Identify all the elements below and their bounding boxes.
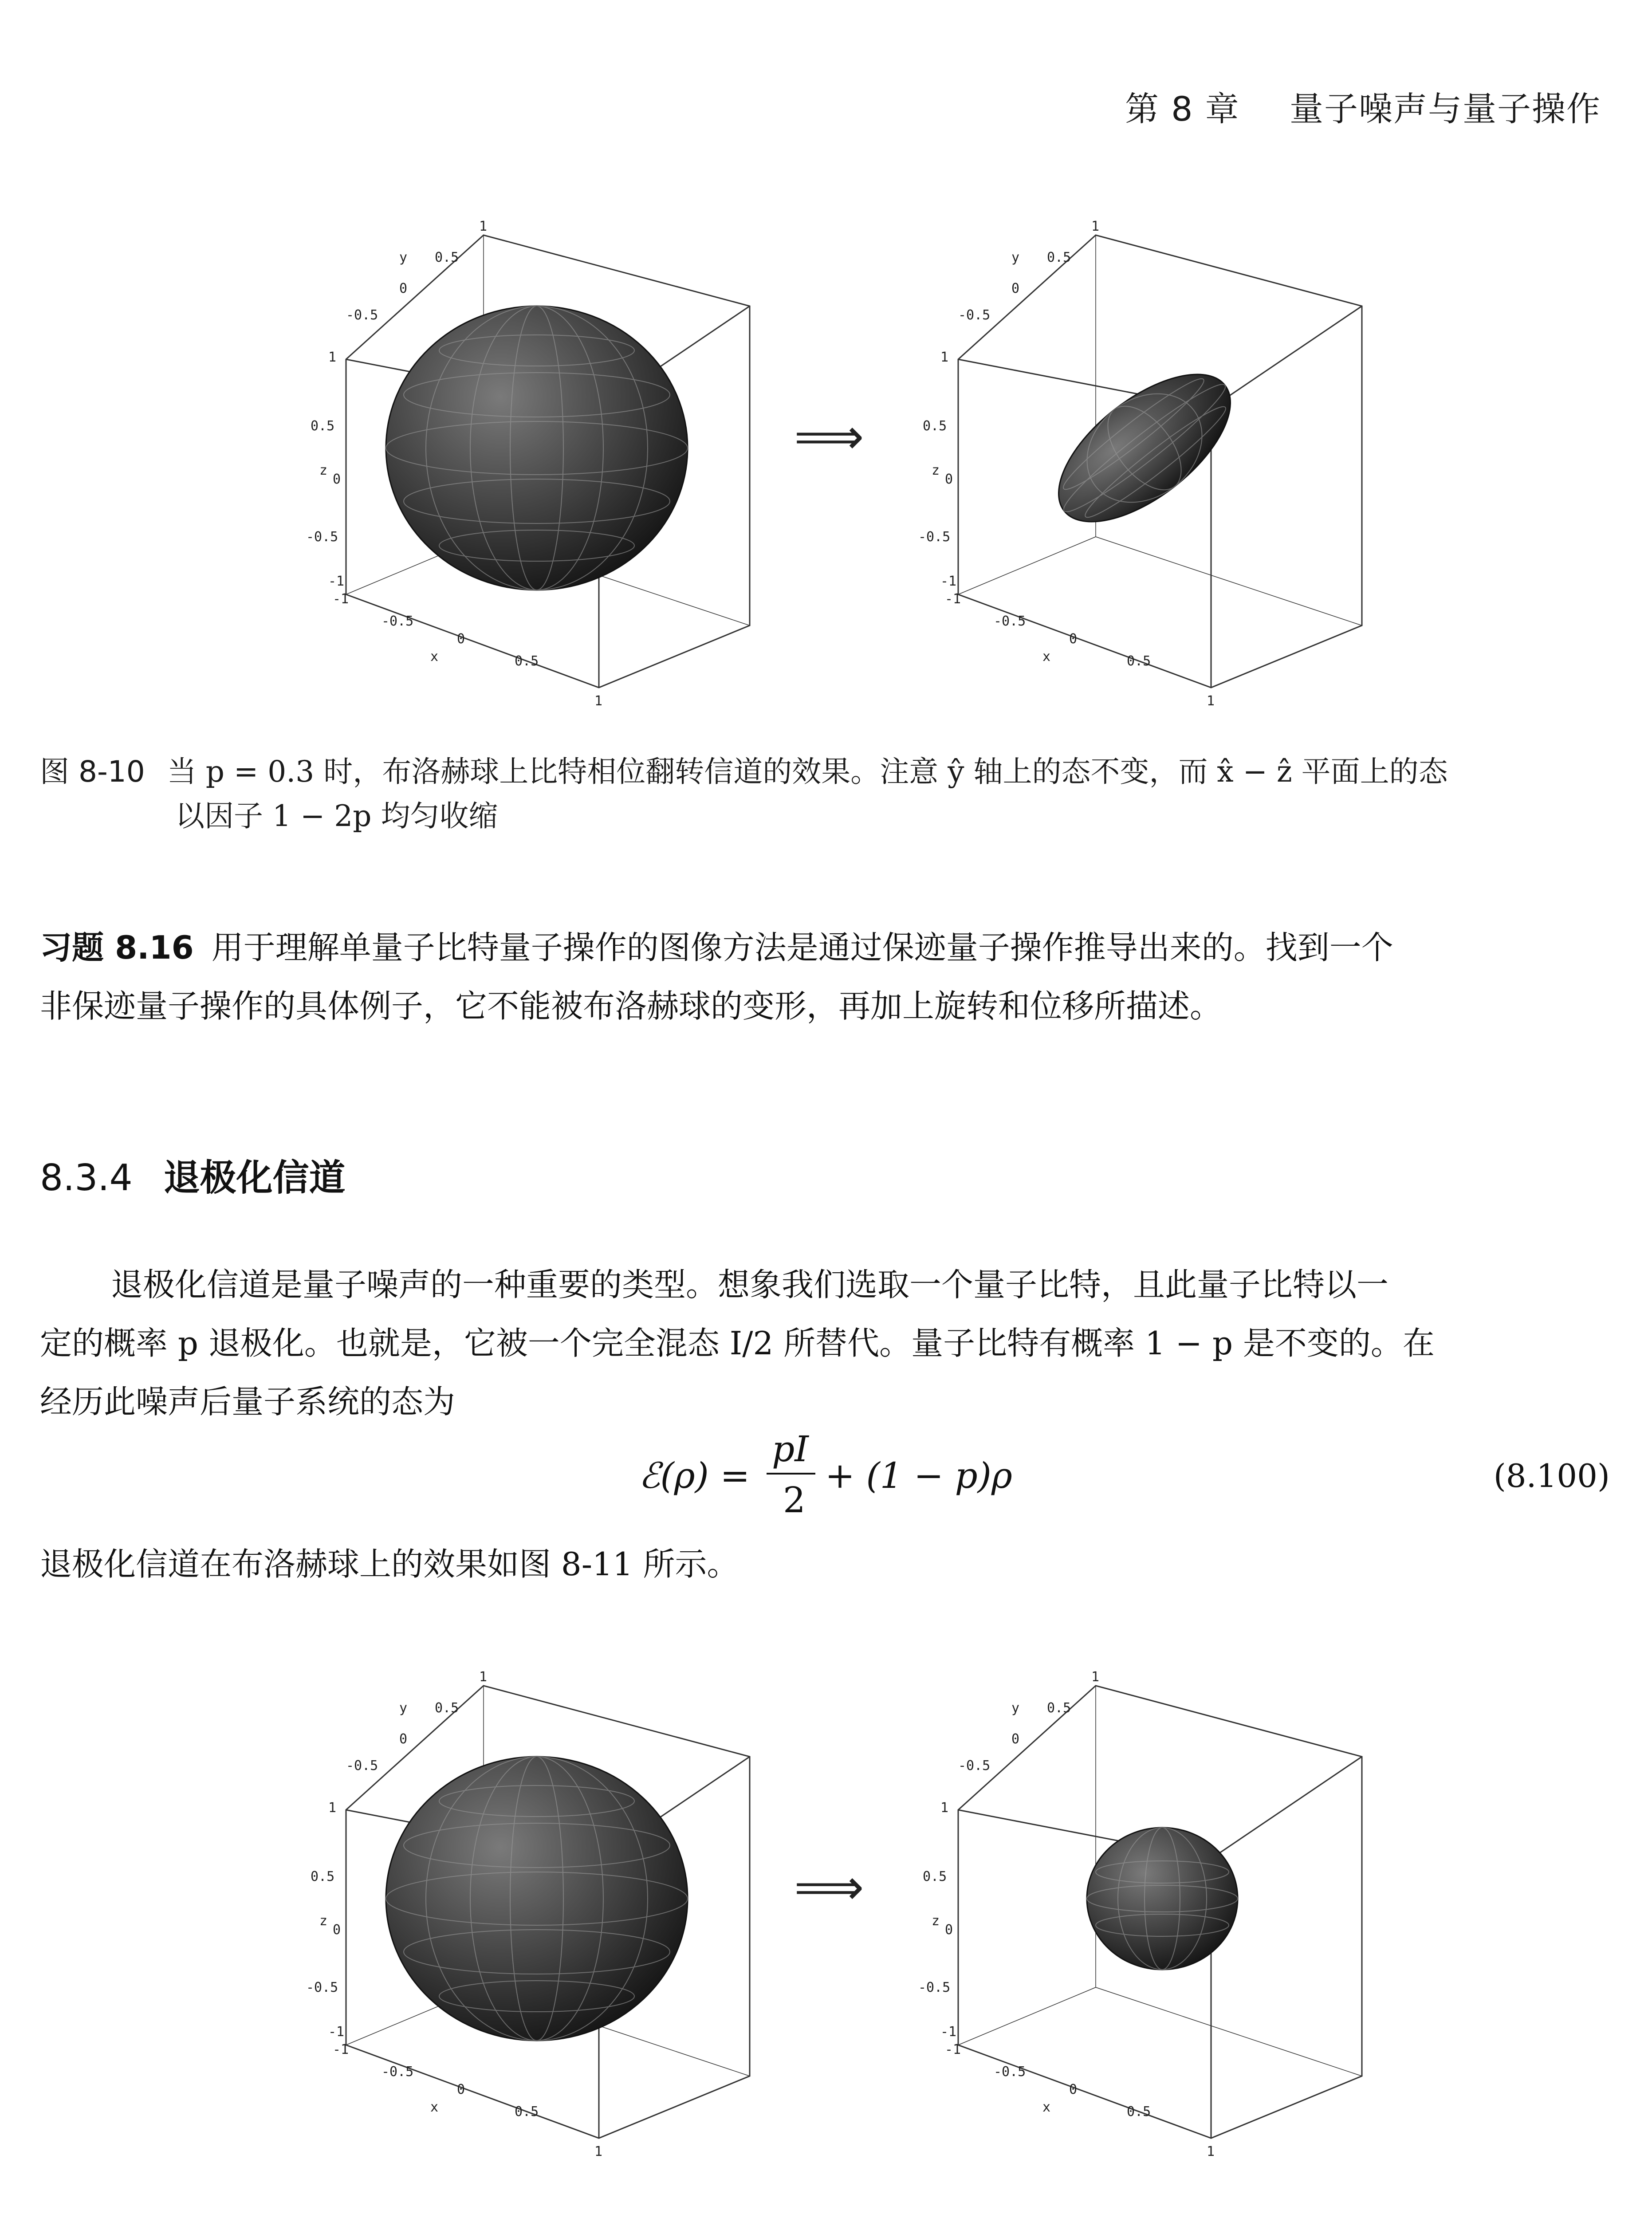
svg-text:0: 0 xyxy=(1069,2082,1078,2097)
svg-text:-0.5: -0.5 xyxy=(346,1758,378,1774)
transform-arrow: ⟹ xyxy=(794,408,864,465)
svg-text:z: z xyxy=(932,463,940,478)
caption-text-line1: 当 p = 0.3 时，布洛赫球上比特相位翻转信道的效果。注意 ŷ 轴上的态不变，而 x̂ − ẑ 平面上的态 xyxy=(167,755,1448,789)
svg-text:-0.5: -0.5 xyxy=(382,2064,414,2080)
caption-text-line2: 以因子 1 − 2p 均匀收缩 xyxy=(175,799,498,833)
svg-text:1: 1 xyxy=(940,1800,949,1816)
svg-text:0.5: 0.5 xyxy=(515,2104,539,2120)
equation-rhs: + (1 − p)ρ xyxy=(825,1455,1012,1496)
sphere xyxy=(386,1757,688,2041)
shrunk-sphere xyxy=(1087,1828,1238,1970)
svg-text:-0.5: -0.5 xyxy=(918,1980,951,1995)
svg-text:1: 1 xyxy=(1091,1669,1100,1685)
equation-lhs: ℰ(ρ) = xyxy=(639,1455,750,1496)
bloch-sphere-original xyxy=(266,1668,798,2183)
svg-text:0: 0 xyxy=(457,2082,465,2097)
z-axis-label: z xyxy=(319,463,328,478)
svg-text:1: 1 xyxy=(594,693,603,709)
bloch-sphere-original xyxy=(266,217,798,732)
exercise-8-16 xyxy=(40,918,1610,1035)
equation-numerator: pI xyxy=(772,1428,809,1470)
svg-text:1: 1 xyxy=(328,350,337,365)
equation-denominator: 2 xyxy=(783,1479,806,1521)
svg-text:-0.5: -0.5 xyxy=(994,2064,1026,2080)
svg-text:-1: -1 xyxy=(940,574,957,589)
svg-text:-0.5: -0.5 xyxy=(306,1980,338,1995)
transform-arrow: ⟹ xyxy=(794,1859,864,1915)
svg-text:0.5: 0.5 xyxy=(435,250,459,265)
caption-label: 图 8-10 xyxy=(40,755,145,789)
svg-text:y: y xyxy=(1011,250,1020,265)
svg-text:1: 1 xyxy=(1091,219,1100,234)
svg-text:-1: -1 xyxy=(328,574,345,589)
figure-8-10-caption xyxy=(40,750,1610,838)
svg-text:-1: -1 xyxy=(333,2042,349,2057)
bloch-sphere-depolarized xyxy=(878,1668,1411,2183)
svg-text:-1: -1 xyxy=(945,2042,961,2057)
svg-text:0.5: 0.5 xyxy=(435,1700,459,1716)
svg-text:1: 1 xyxy=(1207,693,1215,709)
svg-text:z: z xyxy=(319,1913,328,1929)
exercise-line1: 用于理解单量子比特量子操作的图像方法是通过保迹量子操作推导出来的。找到一个 xyxy=(211,929,1393,966)
svg-text:0: 0 xyxy=(399,281,408,296)
exercise-label: 习题 8.16 xyxy=(40,929,194,966)
y-axis-label: y xyxy=(399,250,408,265)
svg-text:0: 0 xyxy=(333,1922,341,1938)
section-number: 8.3.4 xyxy=(40,1157,133,1199)
intro-line1: 退极化信道是量子噪声的一种重要的类型。想象我们选取一个量子比特，且此量子比特以一 xyxy=(111,1266,1389,1303)
section-heading xyxy=(40,1149,346,1201)
svg-text:-1: -1 xyxy=(940,2024,957,2040)
svg-text:0: 0 xyxy=(945,472,953,487)
chapter-title: 量子噪声与量子操作 xyxy=(1290,89,1601,129)
svg-text:-1: -1 xyxy=(333,591,349,607)
svg-text:-1: -1 xyxy=(328,2024,345,2040)
svg-text:-0.5: -0.5 xyxy=(958,1758,991,1774)
intro-paragraph xyxy=(40,1255,1610,1431)
svg-text:1: 1 xyxy=(479,1669,488,1685)
svg-text:1: 1 xyxy=(1207,2144,1215,2159)
svg-text:0.5: 0.5 xyxy=(1047,250,1071,265)
svg-text:y: y xyxy=(399,1700,408,1716)
svg-text:0: 0 xyxy=(333,472,341,487)
svg-text:0.5: 0.5 xyxy=(1047,1700,1071,1716)
svg-text:y: y xyxy=(1011,1700,1020,1716)
svg-text:-1: -1 xyxy=(945,591,961,607)
chapter-number: 第 8 章 xyxy=(1125,89,1240,129)
svg-text:0: 0 xyxy=(1011,281,1020,296)
exercise-line2: 非保迹量子操作的具体例子，它不能被布洛赫球的变形，再加上旋转和位移所描述。 xyxy=(40,987,1222,1025)
x-axis-label: x xyxy=(430,649,439,665)
svg-text:-0.5: -0.5 xyxy=(958,307,991,323)
svg-text:1: 1 xyxy=(479,219,488,234)
svg-text:1: 1 xyxy=(594,2144,603,2159)
ellipsoid xyxy=(1034,347,1255,550)
svg-text:-0.5: -0.5 xyxy=(306,529,338,545)
svg-text:-0.5: -0.5 xyxy=(346,307,378,323)
svg-text:x: x xyxy=(1042,649,1051,665)
figure-reference-line: 退极化信道在布洛赫球上的效果如图 8-11 所示。 xyxy=(40,1546,739,1583)
sphere xyxy=(386,306,688,590)
svg-text:0.5: 0.5 xyxy=(311,1869,335,1884)
section-title: 退极化信道 xyxy=(163,1156,346,1199)
fraction-bar xyxy=(767,1473,815,1475)
svg-text:0: 0 xyxy=(945,1922,953,1938)
figure-8-11-caption xyxy=(55,2214,1626,2218)
intro-line2: 定的概率 p 退极化。也就是，它被一个完全混态 I/2 所替代。量子比特有概率 1 − p 是不变的。在 xyxy=(40,1325,1435,1362)
svg-text:0: 0 xyxy=(457,631,465,647)
svg-text:0.5: 0.5 xyxy=(923,418,947,434)
equation-number: (8.100) xyxy=(1493,1457,1610,1494)
svg-text:0: 0 xyxy=(1069,631,1078,647)
svg-text:z: z xyxy=(932,1913,940,1929)
intro-line3: 经历此噪声后量子系统的态为 xyxy=(40,1383,456,1420)
svg-text:0.5: 0.5 xyxy=(1127,2104,1151,2120)
svg-text:0.5: 0.5 xyxy=(515,653,539,669)
svg-text:0.5: 0.5 xyxy=(923,1869,947,1884)
svg-text:1: 1 xyxy=(328,1800,337,1816)
svg-text:0.5: 0.5 xyxy=(311,418,335,434)
svg-text:0.5: 0.5 xyxy=(1127,653,1151,669)
figure-8-11 xyxy=(0,1668,1652,2183)
svg-text:-0.5: -0.5 xyxy=(994,613,1026,629)
running-header xyxy=(1125,82,1601,130)
svg-text:0: 0 xyxy=(1011,1731,1020,1747)
svg-text:x: x xyxy=(1042,2100,1051,2115)
figure-8-10 xyxy=(0,217,1652,732)
svg-text:-0.5: -0.5 xyxy=(382,613,414,629)
bloch-sphere-phase-flip xyxy=(878,217,1411,732)
svg-text:-0.5: -0.5 xyxy=(918,529,951,545)
svg-text:x: x xyxy=(430,2100,439,2115)
svg-text:1: 1 xyxy=(940,350,949,365)
equation-8-100 xyxy=(639,1428,1082,1521)
svg-text:0: 0 xyxy=(399,1731,408,1747)
